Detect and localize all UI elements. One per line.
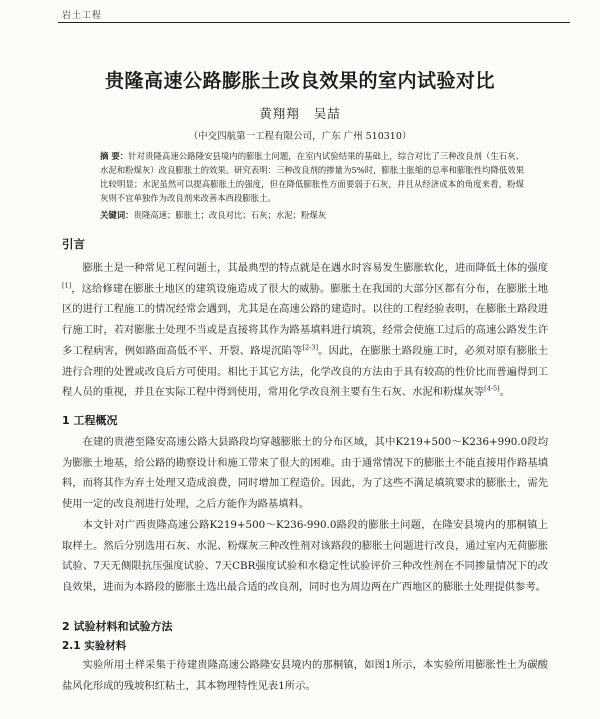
- author-name: 吴喆: [313, 106, 341, 121]
- intro-paragraph: [62, 258, 548, 403]
- keywords-text: 贵隆高速；膨胀土；改良对比；石灰；水泥；粉煤灰: [133, 210, 327, 220]
- intro-heading: 引言: [62, 237, 85, 251]
- authors: [0, 104, 600, 122]
- author-name: 黄翔翔: [259, 106, 300, 121]
- subsection-heading: 2.1 实验材料: [62, 640, 127, 652]
- citation: [1]: [62, 281, 72, 290]
- section1-paragraph: 在建的贵港至隆安高速公路大县路段均穿越膨胀土的分布区域，其中K219+500～K236+990.0段均为膨胀土地基，给公路的勘察设计和施工带来了很大的困难。由于通常情况下的膨胀土不能直接用作路基填料，而将其作为弃土处理又造成浪费，同时增加工程造价。因此，为了这些不满足填筑要求的膨胀土，需先使用一定的改良剂进行处理，之后方能作为路基填料。: [62, 436, 548, 511]
- citation: [2-3]: [302, 343, 318, 352]
- intro-text: 。: [499, 386, 511, 399]
- section1-paragraph: 本文针对广西贵隆高速公路K219+500～K236-990.0路段的膨胀土问题，在隆安县境内的那桐镇上取样土。然后分别选用石灰、水泥、粉煤灰三种改性剂对该路段的膨胀土问题进行改良，通过室内无荷膨胀试验、7天无侧限抗压强度试验、7天CBR强度试验和水稳定性试验评价三种改性剂在不同掺量情况下的改良效果，进而为本路段的膨胀土选出最合适的改良剂，同时也为周边两在广西地区的膨胀土处理提供参考。: [62, 519, 548, 594]
- citation: [4-5]: [484, 384, 500, 393]
- intro-text: ，这给修建在膨胀土地区的建筑设施造成了很大的威胁。膨胀土在我国的大部分区都有分布，在膨胀土地区的进行工程施工的情况经常会遇到，尤其是在高速公路的建造时。以往的工程经验表明，在膨胀土路段进行施工时，若对膨胀土处理不当或是直接将其作为路基填料进行填筑，经常会使施工过后的高速公路发生许多工程病害，例如路面高低不平、开裂、路堤沉陷等: [62, 282, 548, 357]
- paper-title: 贵隆高速公路膨胀土改良效果的室内试验对比: [104, 70, 495, 92]
- abstract-text: 针对贵隆高速公路隆安县境内的膨胀土问题，在室内试验结果的基础上，综合对比了三种改良剂（生石灰、水泥和粉煤灰）改良膨胀土的效果。研究表明：三种改良剂的掺量为5%时，膨胀土胀缩的总率和膨胀性均降低效果比较明显；水泥虽然可以提高膨胀土的强度，但在降低膨胀性方面要弱于石灰，并且从经济成本的角度来看，粉煤灰则不宜单独作为改良剂来改善本西段膨胀土。: [100, 151, 524, 203]
- section2-paragraph: 实验所用土样采集于待建贵隆高速公路隆安县境内的那桐镇，如图1所示，本实验所用膨胀性土为碳酸盐风化形成的残坡积红粘土，其本物理特性见表1所示。: [62, 659, 548, 692]
- affiliation: （中交四航第一工程有限公司，广东 广州 510310）: [188, 131, 412, 142]
- section-heading: 2 试验材料和试验方法: [62, 620, 173, 633]
- intro-text: 。因此，在膨胀土路段施工时，必须对原有膨胀土进行合理的处置或改良后方可使用。相比于其它方法，化学改良的方法由于具有较高的性价比而普遍得到工程人员的重视，并且在实际工程中得到使用，常用化学改良剂主要有生石灰、水泥和粉煤灰等: [62, 344, 548, 399]
- keywords: [100, 209, 524, 221]
- section-heading: 1 工程概况: [62, 414, 118, 427]
- intro-text: 膨胀土是一种常见工程问题土，其最典型的特点就是在遇水时容易发生膨胀软化，进而降低土体的强度: [82, 262, 548, 274]
- keywords-label: 关键词：: [100, 210, 134, 220]
- abstract-label: 摘 要：: [100, 151, 129, 161]
- running-head: 岩土工程: [62, 11, 103, 21]
- header-rule: [58, 22, 570, 23]
- abstract: [100, 149, 524, 205]
